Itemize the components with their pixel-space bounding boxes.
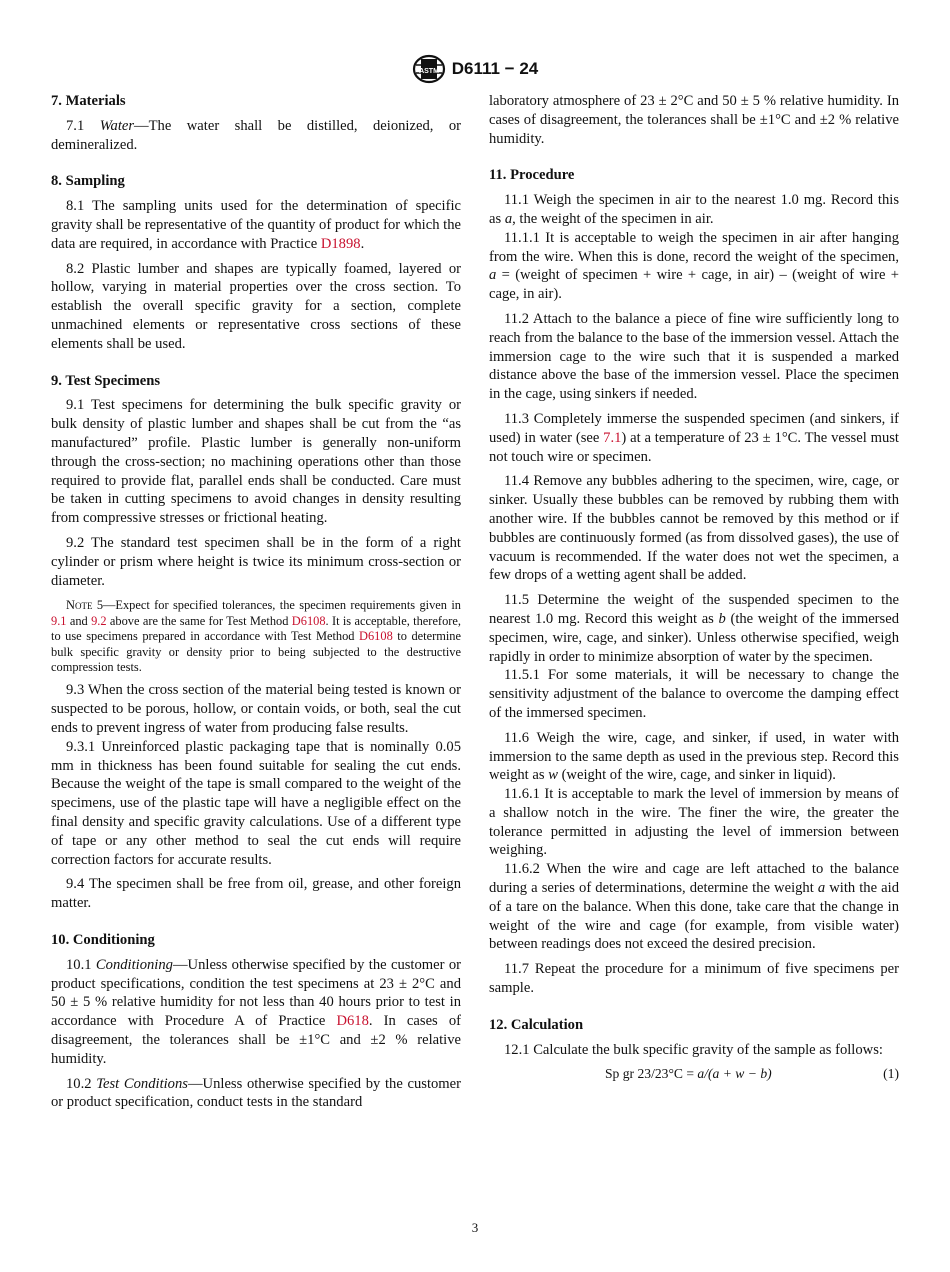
section-12-heading: 12. Calculation	[489, 1016, 584, 1033]
para-11-5-1: 11.5.1 For some materials, it will be necessary to change the sensitivity adjustment of the balance to overcome the damping effect of the immersed specimen.	[489, 667, 899, 721]
link-9-2[interactable]: 9.2	[91, 613, 107, 628]
left-column	[51, 92, 461, 1118]
para-11-6-2: 11.6.2 When the wire and cage are left attached to the balance during a series of determinations, determine the weight a with the aid of a tare on the balance. When this done, take care that the change in weight of the wire and cage (for example, from visible water) between readings does not exceed the desired precision.	[489, 861, 899, 953]
link-d618[interactable]: D618	[336, 1013, 369, 1030]
astm-logo-icon	[412, 54, 446, 84]
para-11-5: 11.5 Determine the weight of the suspended specimen to the nearest 1.0 mg. Record this weight as b (the weight of the immersed specimen, wire, cage, and sinker). Unless otherwise specified, weigh rapidly in order to minimize absorption of water by the specimen.	[489, 592, 899, 665]
para-8-2: 8.2 Plastic lumber and shapes are typically foamed, layered or hollow, varying in material properties over the cross section. To establish the overall specific gravity for a section, complete unmachined elements or representative cross sections of these elements shall be used.	[51, 260, 461, 352]
para-10-2: 10.2 Test Conditions—Unless otherwise specified by the customer or product specification, conduct tests in the standard	[51, 1075, 461, 1111]
document-id: D6111 − 24	[451, 59, 539, 78]
section-7-heading: 7. Materials	[51, 93, 126, 109]
page-number: 3	[471, 1220, 479, 1235]
section-8-heading: 8. Sampling	[51, 173, 125, 190]
para-9-4: 9.4 The specimen shall be free from oil, grease, and other foreign matter.	[51, 876, 461, 912]
page-header	[0, 52, 950, 86]
right-column	[489, 92, 899, 1085]
para-9-2: 9.2 The standard test specimen shall be in the form of a right cylinder or prism where height is twice its minimum cross-section or diameter.	[51, 534, 461, 589]
link-7-1[interactable]: 7.1	[603, 429, 622, 446]
equation-rhs: a/(a + w − b)	[697, 1066, 772, 1082]
para-10-1: 10.1 Conditioning—Unless otherwise specified by the customer or product specifications, condition the test specimens at 23 ± 2°C and 50 ± 5 % relative humidity for not less than 40 hours prior to test in accordance with Procedure A of Practice D618. In cases of disagreement, the tolerances shall be ±1°C and ±2 % relative humidity.	[51, 956, 462, 1067]
link-d6108[interactable]: D6108	[291, 613, 326, 628]
link-d6108-2[interactable]: D6108	[359, 629, 393, 644]
equation-1	[489, 1065, 899, 1085]
para-7-1: 7.1 Water—The water shall be distilled, deionized, or demineralized.	[51, 117, 462, 153]
link-d1898[interactable]: D1898	[320, 235, 361, 252]
section-10-heading: 10. Conditioning	[51, 931, 155, 948]
para-9-3: 9.3 When the cross section of the material being tested is known or suspected to be porous, hollow, or contain voids, or both, seal the cut ends to prevent ingress of water from producing false results.	[51, 682, 461, 736]
para-9-3-1: 9.3.1 Unreinforced plastic packaging tape that is nominally 0.05 mm in thickness has been found suitable for sealing the cut ends. Because the weight of the tape is small compared to the weight of the specimens, use of the plastic tape will have a negligible effect on the final density and specific gravity calculations. Use of a different type of tape or any other method to seal the cut ends will require correction factors for accurate results.	[51, 738, 461, 868]
para-11-4: 11.4 Remove any bubbles adhering to the specimen, wire, cage, or sinker. Usually these bubbles can be removed by rubbing them with another wire. If the bubbles cannot be removed by this method or if bubbles are continuously formed (as from dissolved gases), the use of vacuum is recommended. If the water does not wet the specimen, a few drops of a wetting agent shall be added.	[489, 473, 899, 584]
para-11-6-1: 11.6.1 It is acceptable to mark the level of immersion by means of a shallow notch in the wire. The finer the wire, the greater the tolerance permitted in adjusting the level of immersion between weighing.	[489, 786, 899, 859]
svg-text:ASTM: ASTM	[418, 68, 439, 75]
para-8-1: 8.1 The sampling units used for the determination of specific gravity shall be representative of the quantity of product for which the data are required, in accordance with Practice D1898.	[51, 198, 461, 252]
section-11-heading: 11. Procedure	[489, 167, 575, 184]
para-11-1-1: 11.1.1 It is acceptable to weigh the specimen in air after hanging from the wire. When this is done, record the weight of the specimen, a = (weight of specimen + wire + cage, in air) – (weight of wire + cage, in air).	[489, 229, 899, 303]
para-11-6: 11.6 Weigh the wire, cage, and sinker, if used, in water with immersion to the same depth as used in the previous step. Record this weight as w (weight of the wire, cage, and sinker in liquid).	[489, 729, 899, 784]
para-11-2: 11.2 Attach to the balance a piece of fine wire sufficiently long to reach from the balance to the base of the immersion vessel. Attach the immersion cage to the wire such that it is suspended a marked distance above the base of the immersion vessel. Place the specimen in the cage, using sinkers if needed.	[489, 310, 899, 403]
para-9-1: 9.1 Test specimens for determining the bulk specific gravity or bulk density of plastic lumber and shapes shall be cut from the “as manufactured” profile. Plastic lumber is generally non-uniform through the cross-section; no machining operations other than those required to provide flat, parallel ends shall be conducted. Care must be taken in cutting specimens to avoid changes in density resulting from compressive stresses or frictional heating.	[51, 397, 461, 527]
para-11-3: 11.3 Completely immerse the suspended specimen (and sinkers, if used) in water (see 7.1) at a temperature of 23 ± 1°C. The vessel must not touch wire or specimen.	[489, 410, 899, 465]
para-12-1: 12.1 Calculate the bulk specific gravity of the sample as follows:	[504, 1041, 883, 1058]
note-5: Note 5—Expect for specified tolerances, the specimen requirements given in 9.1 and 9.2 above are the same for Test Method D6108. It is acceptable, therefore, to use specimens prepared in accordance with Test Method D6108 to determine bulk specific gravity or density prior to being subjected to the destructive compression tests.	[51, 598, 461, 674]
section-9-heading: 9. Test Specimens	[51, 372, 161, 389]
link-9-1[interactable]: 9.1	[51, 613, 67, 628]
para-11-1: 11.1 Weigh the specimen in air to the nearest 1.0 mg. Record this as a, the weight of the specimen in air.	[489, 192, 899, 227]
para-10-2-continued: laboratory atmosphere of 23 ± 2°C and 50 ± 5 % relative humidity. In cases of disagreement, the tolerances shall be ±1°C and ±2 % relative humidity.	[489, 93, 899, 147]
equation-lhs: Sp gr 23/23°C =	[605, 1066, 698, 1082]
equation-number: (1)	[883, 1066, 899, 1082]
para-11-7: 11.7 Repeat the procedure for a minimum of five specimens per sample.	[489, 961, 899, 997]
